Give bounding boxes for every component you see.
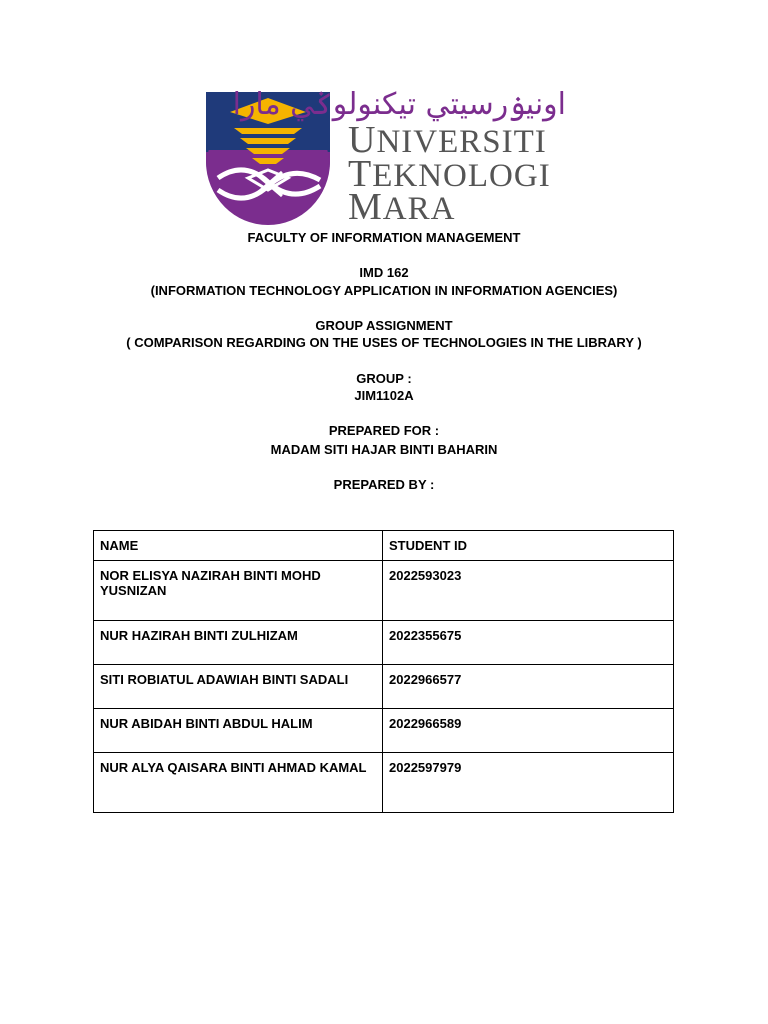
member-name: NUR ABIDAH BINTI ABDUL HALIM — [94, 709, 383, 753]
group-value: JIM1102A — [354, 388, 414, 403]
member-student-id: 2022966589 — [383, 709, 674, 753]
member-name: SITI ROBIATUL ADAWIAH BINTI SADALI — [94, 665, 383, 709]
member-student-id: 2022966577 — [383, 665, 674, 709]
uitm-logo — [200, 86, 572, 226]
member-student-id: 2022355675 — [383, 621, 674, 665]
member-student-id: 2022593023 — [383, 561, 674, 621]
group-label: GROUP : — [356, 371, 412, 386]
logo-wordmark-line2: TEKNOLOGI — [348, 153, 551, 195]
member-student-id: 2022597979 — [383, 753, 674, 813]
table-header-student-id: STUDENT ID — [383, 531, 674, 561]
course-code: IMD 162 — [359, 265, 409, 280]
table-row — [94, 665, 674, 709]
course-name: (INFORMATION TECHNOLOGY APPLICATION IN INFORMATION AGENCIES) — [150, 283, 618, 298]
table-row — [94, 561, 674, 621]
prepared-for-label: PREPARED FOR : — [328, 423, 440, 438]
prepared-by-label: PREPARED BY : — [333, 477, 435, 492]
logo-wordmark-line3: MARA — [348, 186, 456, 228]
member-name: NUR ALYA QAISARA BINTI AHMAD KAMAL — [94, 753, 383, 813]
faculty-name: FACULTY OF INFORMATION MANAGEMENT — [247, 230, 521, 245]
member-name: NUR HAZIRAH BINTI ZULHIZAM — [94, 621, 383, 665]
table-header-name: NAME — [94, 531, 383, 561]
logo-jawi-script: اونيۏرسيتي تيكنولوݢي مارا — [232, 87, 566, 122]
table-row — [94, 753, 674, 813]
logo-wordmark-line1: UNIVERSITI — [348, 119, 547, 161]
group-members-table — [93, 530, 674, 813]
table-row — [94, 621, 674, 665]
table-row — [94, 709, 674, 753]
assignment-type: GROUP ASSIGNMENT — [315, 318, 453, 333]
prepared-for-value: MADAM SITI HAJAR BINTI BAHARIN — [270, 442, 498, 457]
member-name: NOR ELISYA NAZIRAH BINTI MOHD YUSNIZAN — [94, 561, 383, 621]
table-header-row — [94, 531, 674, 561]
assignment-title: ( COMPARISON REGARDING ON THE USES OF TECHNOLOGIES IN THE LIBRARY ) — [126, 335, 642, 350]
